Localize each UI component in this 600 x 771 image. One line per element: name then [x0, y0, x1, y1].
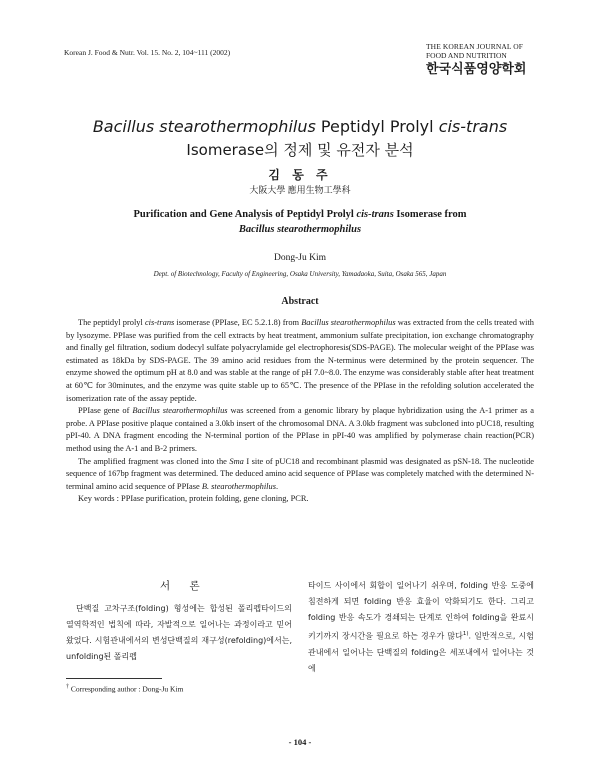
- paper-title-en-line2: Bacillus stearothermophilus: [238, 224, 362, 235]
- footnote: [66, 684, 183, 694]
- journal-name-en-line2: FOOD AND NUTRITION: [426, 51, 507, 60]
- journal-name-en-line1: THE KOREAN JOURNAL OF: [426, 42, 524, 51]
- abs-p3-c: I site of pUC18 and recombinant plasmid was designated as pSN-18. The nucleotide sequence of 167bp fragment was determined. The deduced amino acid sequence of PPIase was completely matched with the determined N-terminal amino acid sequence of PPIase: [66, 456, 535, 491]
- etitle-cistrans: cis-trans: [356, 209, 394, 220]
- abstract-paragraph-2: [66, 405, 534, 455]
- intro-heading: 서 론: [160, 580, 208, 592]
- paper-title-ko-line2: Isomerase의 정제 및 유전자 분석: [186, 141, 414, 159]
- abs-p3-a: The amplified fragment was cloned into the: [78, 456, 230, 466]
- intro-right-paragraph: [308, 578, 534, 677]
- abs-p2-b: Bacillus stearothermophilus: [132, 406, 228, 416]
- abs-p2-c: was screened from a genomic library by plaque hybridization using the A-1 primer as a probe. A PPIase positive plaque contained a 3.0kb insert of the chromosomal DNA. A 3.0kb fragment was subcloned into pUC18, resulting pPI-40. A DNA fragment encoding the N-terminal portion of the PPIase in pPI-40 was amplified by polymerase chain reaction(PCR) method using the A-1 and B-2 primers.: [66, 406, 535, 453]
- intro-right-column: [308, 578, 534, 677]
- footnote-rule: [66, 678, 162, 679]
- paper-title-en: [0, 207, 600, 237]
- title-mid: Peptidyl Prolyl: [315, 117, 439, 136]
- paper-title-en-line1: [0, 207, 600, 222]
- abs-p1-c: isomerase (PPIase, EC 5.2.1.8) from: [174, 318, 302, 327]
- journal-name-ko: 한국식품영양학회: [426, 62, 527, 77]
- abs-p2-a: PPIase gene of: [78, 406, 133, 416]
- abs-p1-a: The peptidyl prolyl: [78, 318, 145, 327]
- etitle-pre: Purification and Gene Analysis of Peptidyl Prolyl: [133, 209, 357, 220]
- journal-masthead: [426, 42, 556, 78]
- affiliation-en: Dept. of Biotechnology, Faculty of Engineering, Osaka University, Yamadaoka, Suita, Osaka 565, Japan: [153, 270, 447, 278]
- intro-right-a: 타이드 사이에서 회합이 일어나기 쉬우며, folding 반응 도중에 침전하게 되면 folding 반응 효율이 악화되기도 한다. 그리고 folding 반응 속도가 경쇄되는 단계로 인하여 folding을 완료시키기까지 장시간을 필요로 하는 경우가 많다: [308, 581, 534, 641]
- author-name-ko: 김 동 주: [268, 168, 332, 182]
- abs-p3-b: Sma: [229, 456, 244, 466]
- abstract-body: [66, 317, 534, 506]
- abs-p3-d: B. stearothermophilus: [201, 481, 276, 491]
- citation-superscript: 1): [462, 631, 469, 637]
- keywords: Key words : PPIase purification, protein folding, gene cloning, PCR.: [78, 494, 309, 504]
- title-cistrans: cis-trans: [438, 117, 508, 136]
- abs-p1-b: cis-trans: [144, 318, 175, 327]
- footnote-marker: †: [66, 684, 69, 690]
- intro-left-column: [66, 601, 292, 665]
- abstract-heading: Abstract: [281, 296, 319, 307]
- affiliation-ko: 大阪大學 應用生物工學科: [249, 185, 351, 195]
- abs-p1-e: was extracted from the cells treated with by lysozyme. PPIase was purified from the cell extracts by heat treatment, ammonium sulfate precipitation, ion exchange chromatography and finally gel filtration, sodium dodecyl sulfate polyacrylamide gel electrophoresis(SDS-PAGE). The molecular weight of the PPIase was estimated as 18kDa by SDS-PAGE. The 39 amino acid residues from the N-terminus were determined by the protein sequencer. The enzyme showed the optimum pH at 8.0 and was stable at the range of pH 7.0~8.0. The enzyme was considerably stable after heat treatment at 60℃ for 30minutes, and the enzyme was quite stable up to 65℃. The presence of the PPIase in the refolding solution accelerated the isomerization rate of the assay peptide.: [66, 318, 534, 403]
- journal-citation: Korean J. Food & Nutr. Vol. 15. No. 2, 104~111 (2002): [64, 48, 231, 57]
- paper-title-ko-line1: [0, 117, 600, 136]
- author-name-en: Dong-Ju Kim: [274, 253, 326, 263]
- page-number: - 104 -: [288, 737, 312, 747]
- abstract-paragraph-1: [66, 317, 534, 405]
- etitle-post: Isomerase from: [393, 209, 467, 220]
- abs-p3-e: .: [275, 481, 279, 491]
- footnote-text: Corresponding author : Dong-Ju Kim: [70, 684, 184, 694]
- abs-p1-d: Bacillus stearothermophilus: [301, 318, 396, 327]
- intro-right-b: . 일반적으로, 시험관내에서 일어나는 단백질의 folding은 세포내에서 일어나는 것에: [308, 631, 534, 673]
- title-species: Bacillus stearothermophilus: [92, 117, 316, 136]
- intro-left-text: 단백질 고차구조(folding) 형성에는 합성된 폴리펩타이드의 열역학적인 법칙에 따라, 자발적으로 일어나는 과정이라고 믿어 왔었다. 시험관내에서의 변성단백질의 재구성(refolding)에서는, unfolding된 폴리펩: [66, 604, 292, 661]
- abstract-paragraph-3: [66, 456, 534, 494]
